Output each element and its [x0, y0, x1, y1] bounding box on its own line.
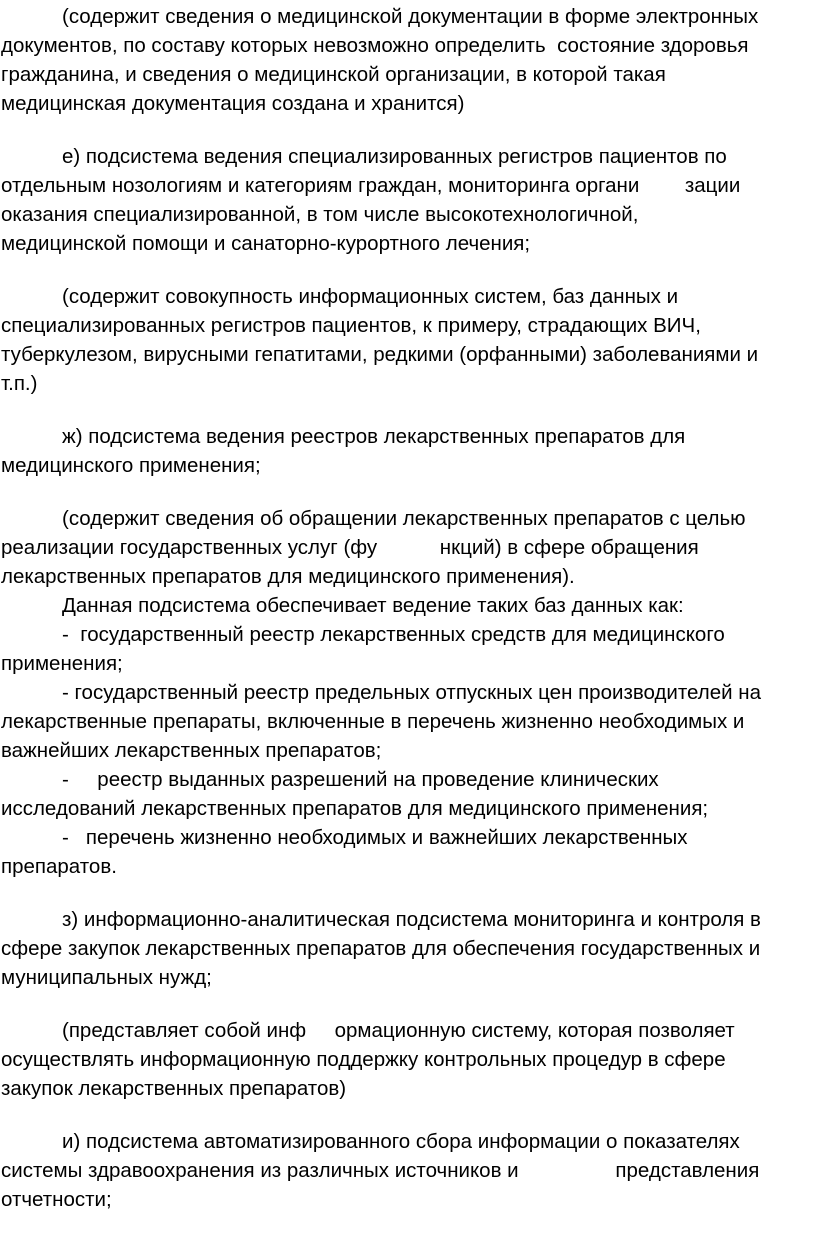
text-line: (представляет собой инф ормационную систему, которая позволяет — [62, 1019, 735, 1042]
text-line: медицинского применения; — [1, 454, 261, 477]
text-line: туберкулезом, вирусными гепатитами, редкими (орфанными) заболеваниями и — [1, 343, 759, 366]
text-line: ж) подсистема ведения реестров лекарственных препаратов для — [62, 425, 686, 448]
list-item: - государственный реестр предельных отпускных цен производителей на — [62, 681, 761, 704]
text-line: Данная подсистема обеспечивает ведение таких баз данных как: — [62, 594, 684, 617]
text-line: з) информационно-аналитическая подсистема мониторинга и контроля в — [62, 908, 761, 931]
text-line: реализации государственных услуг (фу нкций) в сфере обращения — [1, 536, 699, 559]
list-item: - реестр выданных разрешений на проведение клинических — [62, 768, 659, 791]
text-line: системы здравоохранения из различных источников и представления — [1, 1159, 760, 1182]
text-line: лекарственные препараты, включенные в перечень жизненно необходимых и — [1, 710, 745, 733]
text-line: и) подсистема автоматизированного сбора информации о показателях — [62, 1130, 740, 1153]
text-line: специализированных регистров пациентов, к примеру, страдающих ВИЧ, — [1, 314, 701, 337]
list-item: - государственный реестр лекарственных средств для медицинского — [62, 623, 725, 646]
text-line: документов, по составу которых невозможно определить состояние здоровья — [1, 34, 749, 57]
text-line: (содержит сведения об обращении лекарственных препаратов с целью — [62, 507, 746, 530]
text-line: т.п.) — [1, 372, 38, 395]
text-line: отчетности; — [1, 1188, 112, 1211]
text-line: важнейших лекарственных препаратов; — [1, 739, 382, 762]
text-line: лекарственных препаратов для медицинского применения). — [1, 565, 575, 588]
text-line: е) подсистема ведения специализированных регистров пациентов по — [62, 145, 727, 168]
text-line: препаратов. — [1, 855, 117, 878]
text-line: исследований лекарственных препаратов для медицинского применения; — [1, 797, 709, 820]
text-line: отдельным нозологиям и категориям граждан, мониторинга органи зации — [1, 174, 741, 197]
text-line: осуществлять информационную поддержку контрольных процедур в сфере — [1, 1048, 726, 1071]
text-line: медицинской помощи и санаторно-курортного лечения; — [1, 232, 531, 255]
text-line: медицинская документация создана и хранится) — [1, 92, 465, 115]
text-line: муниципальных нужд; — [1, 966, 212, 989]
text-line: (содержит сведения о медицинской документации в форме электронных — [62, 5, 759, 28]
text-line: применения; — [1, 652, 123, 675]
text-line: сфере закупок лекарственных препаратов для обеспечения государственных и — [1, 937, 761, 960]
text-line: (содержит совокупность информационных систем, баз данных и — [62, 285, 679, 308]
list-item: - перечень жизненно необходимых и важнейших лекарственных — [62, 826, 688, 849]
text-line: закупок лекарственных препаратов) — [1, 1077, 347, 1100]
text-line: оказания специализированной, в том числе высокотехнологичной, — [1, 203, 639, 226]
text-line: гражданина, и сведения о медицинской организации, в которой такая — [1, 63, 666, 86]
